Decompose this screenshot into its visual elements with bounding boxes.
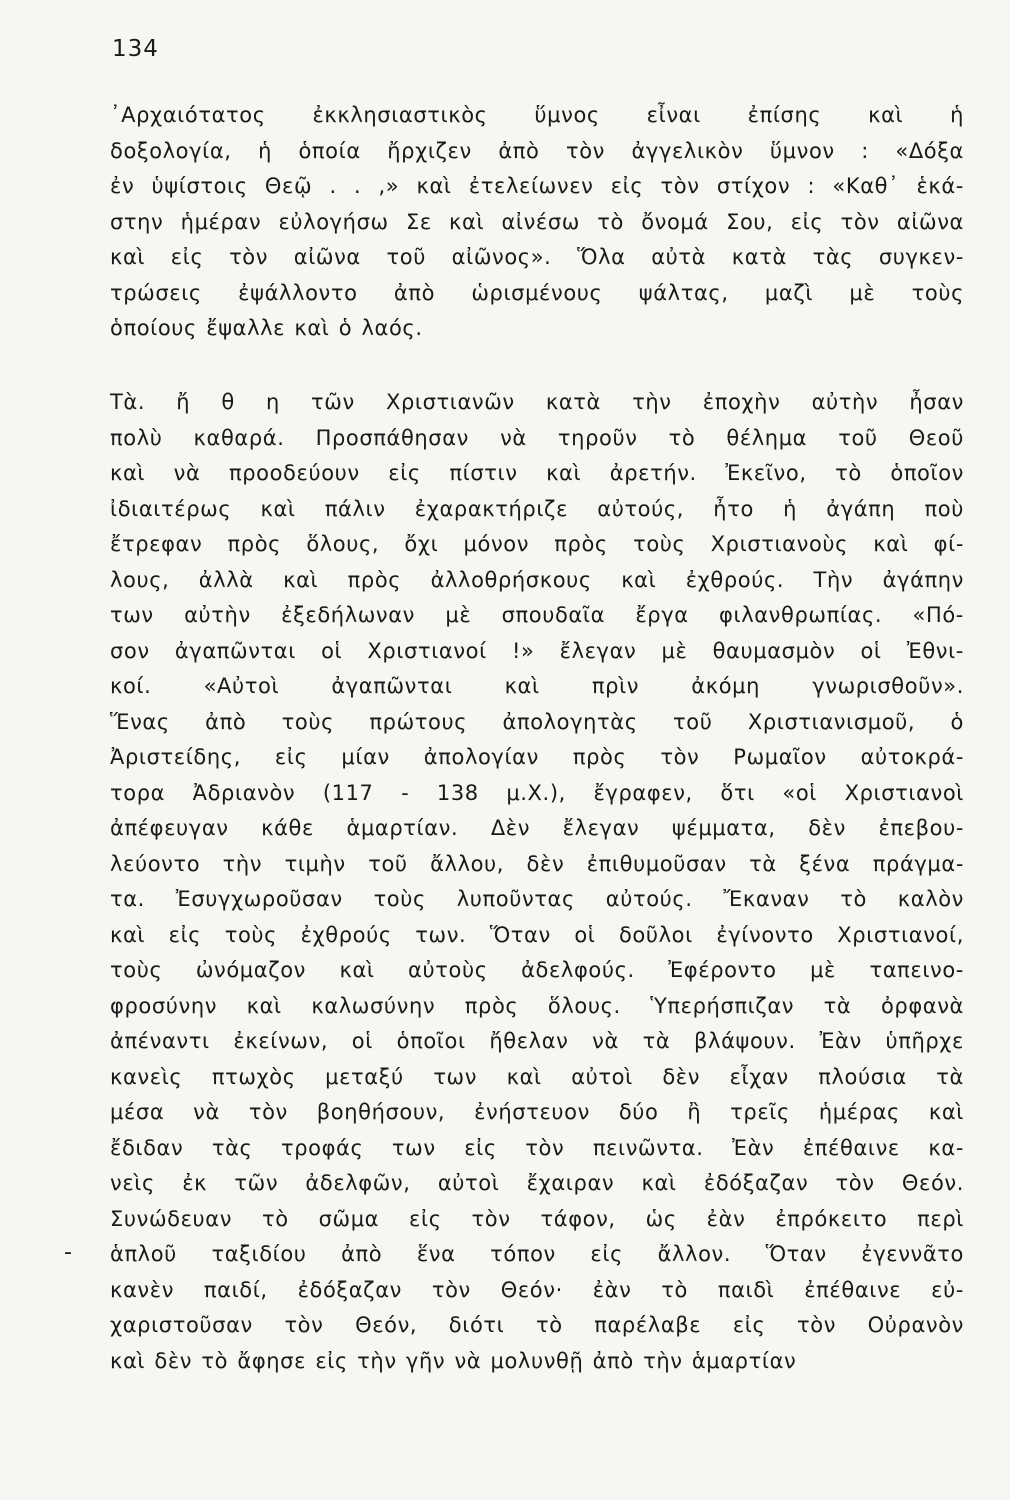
text-line: στην ἡμέραν εὐλογήσω Σε καὶ αἰνέσω τὸ ὄνομά Σου, εἰς τὸν αἰῶνα: [110, 209, 964, 234]
text-line: των αὐτὴν ἐξεδήλωναν μὲ σπουδαῖα ἔργα φιλανθρωπίας. «Πό-: [110, 603, 964, 627]
text-line: καὶ νὰ προοδεύουν εἰς πίστιν καὶ ἀρετήν. Ἐκεῖνο, τὸ ὁποῖον: [110, 461, 964, 485]
text-line: λους, ἀλλὰ καὶ πρὸς ἀλλοθρήσκους καὶ ἐχθρούς. Τὴν ἀγάπην: [110, 567, 964, 592]
text-line: κανὲν παιδί, ἐδόξαζαν τὸν Θεόν· ἐὰν τὸ παιδὶ ἐπέθαινε εὐ-: [110, 1277, 964, 1302]
text-line: ἁπλοῦ ταξιδίου ἀπὸ ἕνα τόπον εἰς ἄλλον. Ὅταν ἐγεννᾶτο: [110, 1242, 964, 1266]
text-line: ᾿Αρχαιότατος ἐκκλησιαστικὸς ὕμνος εἶναι ἐπίσης καὶ ἡ: [110, 103, 964, 127]
text-line: τορα Ἀδριανὸν (117 - 138 μ.Χ.), ἔγραφεν, ὅτι «οἱ Χριστιανοὶ: [110, 780, 964, 805]
text-line: ἔτρεφαν πρὸς ὅλους, ὄχι μόνον πρὸς τοὺς Χριστιανοὺς καὶ φί-: [110, 532, 964, 556]
text-line: ἰδιαιτέρως καὶ πάλιν ἐχαρακτήριζε αὐτούς, ἦτο ἡ ἀγάπη ποὺ: [110, 496, 964, 521]
text-line: Ἀριστείδης, εἰς μίαν ἀπολογίαν πρὸς τὸν Ρωμαῖον αὐτοκρά-: [110, 745, 964, 769]
text-line: τρώσεις ἐψάλλοντο ἀπὸ ὡρισμένους ψάλτας, μαζὶ μὲ τοὺς: [110, 280, 964, 305]
text-line: Τὰ. ἤ θ η τῶν Χριστιανῶν κατὰ τὴν ἐποχὴν αὐτὴν ἦσαν: [110, 390, 964, 414]
text-line: δοξολογία, ἡ ὁποία ἤρχιζεν ἀπὸ τὸν ἀγγελικὸν ὕμνον : «Δόξα: [110, 138, 964, 163]
text-line: λεύοντο τὴν τιμὴν τοῦ ἄλλου, δὲν ἐπιθυμοῦσαν τὰ ξένα πράγμα-: [110, 851, 964, 876]
text-line: μέσα νὰ τὸν βοηθήσουν, ἐνήστευον δύο ἢ τρεῖς ἡμέρας καὶ: [110, 1100, 964, 1124]
text-line: φροσύνην καὶ καλωσύνην πρὸς ὅλους. Ὑπερήσπιζαν τὰ ὀρφανὰ: [110, 993, 964, 1018]
text-line: Ἕνας ἀπὸ τοὺς πρώτους ἀπολογητὰς τοῦ Χριστιανισμοῦ, ὁ: [110, 709, 964, 734]
page-number: 134: [112, 36, 159, 62]
text-line: ἔδιδαν τὰς τροφάς των εἰς τὸν πεινῶντα. Ἐὰν ἐπέθαινε κα-: [110, 1135, 964, 1160]
text-line: Συνώδευαν τὸ σῶμα εἰς τὸν τάφον, ὡς ἐὰν ἐπρόκειτο περὶ: [110, 1206, 964, 1231]
text-line: κοί. «Αὐτοὶ ἀγαπῶνται καὶ πρὶν ἀκόμη γνωρισθοῦν».: [110, 674, 964, 698]
text-line: καὶ εἰς τοὺς ἐχθρούς των. Ὅταν οἱ δοῦλοι ἐγίνοντο Χριστιανοί,: [110, 922, 964, 947]
text-line: νεὶς ἐκ τῶν ἀδελφῶν, αὐτοὶ ἔχαιραν καὶ ἐδόξαζαν τὸν Θεόν.: [110, 1171, 964, 1195]
text-line: ἀπέναντι ἐκείνων, οἱ ὁποῖοι ἤθελαν νὰ τὰ βλάψουν. Ἐὰν ὑπῆρχε: [110, 1029, 964, 1053]
paragraph-2: [110, 385, 964, 1379]
text-line: καὶ εἰς τὸν αἰῶνα τοῦ αἰῶνος». Ὅλα αὐτὰ κατὰ τὰς συγκεν-: [110, 245, 964, 269]
paragraph-1: [110, 98, 964, 347]
text-line: καὶ δὲν τὸ ἄφησε εἰς τὴν γῆν νὰ μολυνθῇ ἀπὸ τὴν ἁμαρτίαν: [110, 1348, 797, 1373]
text-line: χαριστοῦσαν τὸν Θεόν, διότι τὸ παρέλαβε εἰς τὸν Οὐρανὸν: [110, 1313, 964, 1337]
text-line: κανεὶς πτωχὸς μεταξύ των καὶ αὐτοὶ δὲν εἶχαν πλούσια τὰ: [110, 1064, 964, 1089]
text-line: ὁποίους ἔψαλλε καὶ ὁ λαός.: [110, 316, 423, 340]
text-line: σον ἀγαπῶνται οἱ Χριστιανοί !» ἔλεγαν μὲ θαυμασμὸν οἱ Ἐθνι-: [110, 638, 964, 663]
text-line: ἐν ὑψίστοις Θεῷ . . ,» καὶ ἐτελείωνεν εἰς τὸν στίχον : «Καθ᾿ ἑκά-: [110, 174, 964, 198]
margin-mark: -: [64, 1240, 72, 1265]
text-line: ἀπέφευγαν κάθε ἁμαρτίαν. Δὲν ἔλεγαν ψέμματα, δὲν ἐπεβου-: [110, 816, 964, 840]
text-line: τα. Ἐσυγχωροῦσαν τοὺς λυποῦντας αὐτούς. Ἔκαναν τὸ καλὸν: [110, 887, 964, 911]
text-line: τοὺς ὠνόμαζον καὶ αὐτοὺς ἀδελφούς. Ἐφέροντο μὲ ταπεινο-: [110, 958, 964, 982]
text-line: πολὺ καθαρά. Προσπάθησαν νὰ τηροῦν τὸ θέλημα τοῦ Θεοῦ: [110, 425, 964, 450]
